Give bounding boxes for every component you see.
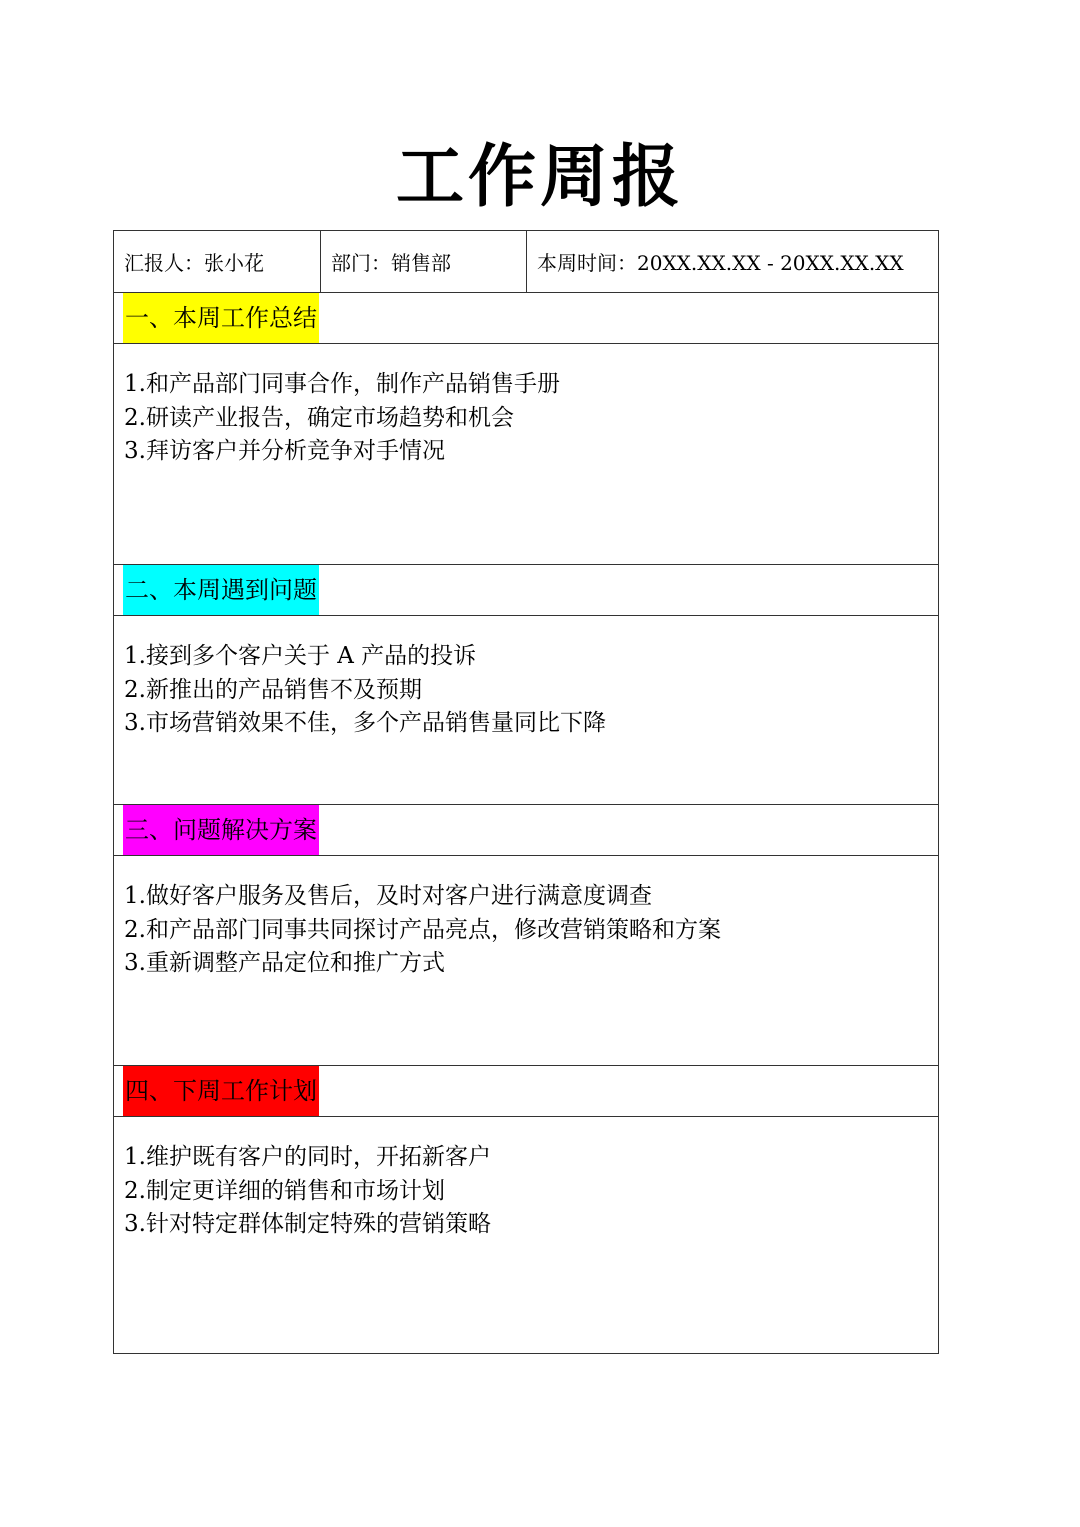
section-2-header — [114, 564, 938, 616]
section-4-header — [114, 1065, 938, 1117]
department-cell: 部门：销售部 — [321, 231, 527, 292]
weekly-report-table — [113, 230, 939, 1354]
list-item: 3.重新调整产品定位和推广方式 — [124, 950, 445, 976]
info-row — [114, 231, 938, 293]
list-item: 2.研读产业报告，确定市场趋势和机会 — [124, 404, 514, 431]
section-4-heading: 四、下周工作计划 — [123, 1066, 319, 1116]
section-3-body — [114, 856, 938, 1065]
section-3-heading: 三、问题解决方案 — [123, 805, 319, 855]
section-1-heading: 一、本周工作总结 — [123, 293, 319, 343]
list-item: 1.做好客户服务及售后，及时对客户进行满意度调查 — [124, 883, 652, 909]
section-3-header — [114, 804, 938, 856]
list-item: 2.新推出的产品销售不及预期 — [124, 676, 422, 703]
list-item: 1.接到多个客户关于 A 产品的投诉 — [124, 643, 477, 669]
section-4-body — [114, 1117, 938, 1353]
list-item: 1.维护既有客户的同时，开拓新客户 — [124, 1144, 491, 1170]
week-time-cell: 本周时间：20XX.XX.XX - 20XX.XX.XX — [537, 251, 904, 275]
list-item: 1.和产品部门同事合作，制作产品销售手册 — [124, 371, 560, 397]
list-item: 2.制定更详细的销售和市场计划 — [124, 1177, 445, 1204]
list-item: 3.市场营销效果不佳，多个产品销售量同比下降 — [124, 710, 606, 736]
list-item: 3.拜访客户并分析竞争对手情况 — [124, 438, 445, 464]
section-2-heading: 二、本周遇到问题 — [123, 565, 319, 615]
page-title: 工作周报 — [395, 138, 684, 217]
section-1-header — [114, 293, 938, 344]
section-1-body — [114, 344, 938, 564]
section-2-body — [114, 616, 938, 805]
list-item: 3.针对特定群体制定特殊的营销策略 — [124, 1211, 491, 1237]
list-item: 2.和产品部门同事共同探讨产品亮点，修改营销策略和方案 — [124, 916, 721, 943]
reporter-cell: 汇报人：张小花 — [114, 231, 321, 292]
